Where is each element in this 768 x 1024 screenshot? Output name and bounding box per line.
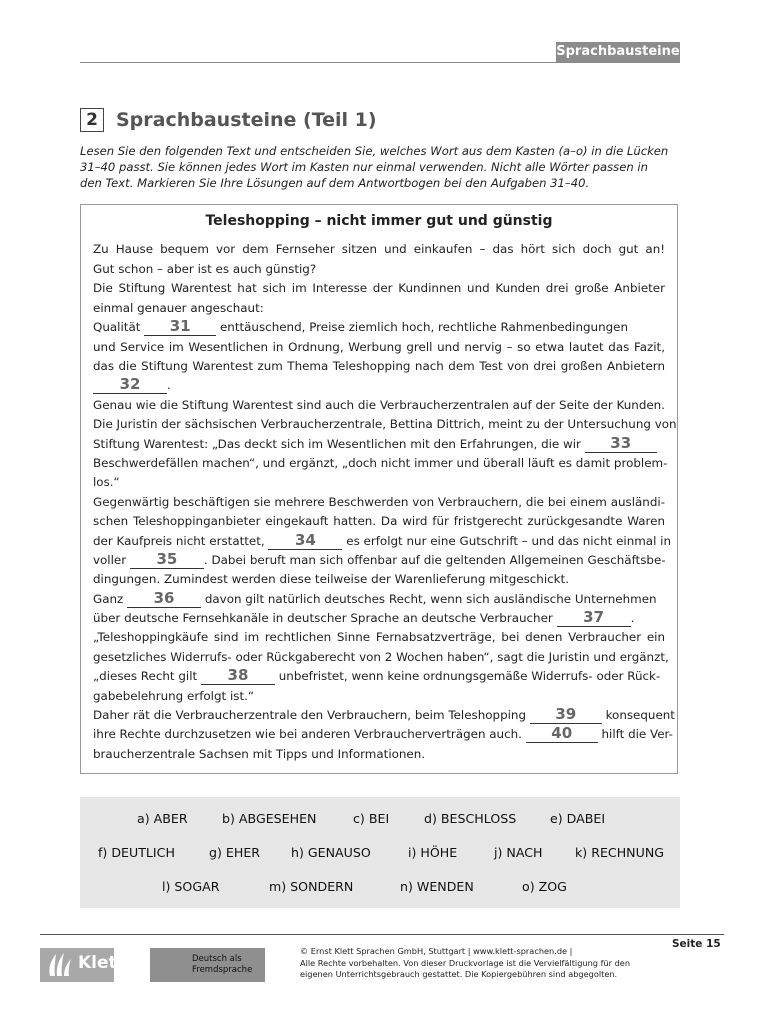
copyright-line: © Ernst Klett Sprachen GmbH, Stuttgart | www.klett-sprachen.de | [300, 946, 573, 956]
option-a[interactable]: a) ABER [137, 811, 188, 826]
text-line [93, 531, 672, 551]
gap-39[interactable] [530, 705, 602, 724]
gap-number: 33 [610, 434, 632, 452]
text-line [93, 667, 665, 686]
gap-number: 34 [295, 531, 316, 549]
instruction-line: 31–40 passt. Sie können jedes Wort im Kasten nur einmal verwenden. Nicht alle Wörter passen in [80, 160, 648, 174]
text-line [93, 724, 673, 744]
gap-number: 38 [227, 666, 249, 684]
logo-text: Klett [78, 953, 125, 973]
gap-32[interactable] [93, 375, 167, 394]
text-fragment: Stiftung Warentest: „Das deckt sich im Wesentlichen mit den Erfahrungen, die wir [93, 437, 585, 451]
klett-logo [40, 948, 125, 982]
text-line: einmal genauer angeschaut: [93, 301, 264, 315]
gap-36[interactable] [127, 589, 201, 608]
option-k[interactable]: k) RECHNUNG [575, 845, 664, 860]
option-e[interactable]: e) DABEI [550, 811, 606, 826]
text-line: und Service im Wesentlichen in Ordnung, Werbung grell und nervig – so etwa lautet das Fazit, [93, 340, 665, 354]
instruction-line: Lesen Sie den folgenden Text und entscheiden Sie, welches Wort aus dem Kasten (a–o) in die Lücken [80, 144, 669, 158]
gap-number: 32 [119, 375, 141, 393]
gap-number: 31 [169, 317, 191, 335]
text-line [93, 705, 675, 725]
text-fragment: der Kaufpreis nicht erstattet, [93, 534, 269, 548]
gap-40[interactable] [526, 724, 598, 743]
text-line: braucherzentrale Sachsen mit Tipps und Informationen. [93, 747, 426, 761]
gap-number: 39 [555, 705, 577, 723]
section-tag: Sprachbausteine [556, 42, 680, 62]
reading-text-box [80, 204, 678, 774]
text-fragment: voller [93, 553, 130, 567]
option-i[interactable]: i) HÖHE [408, 845, 458, 860]
option-n[interactable]: n) WENDEN [400, 879, 474, 894]
gap-35[interactable] [130, 550, 204, 569]
text-line: Beschwerdefällen machen“, und ergänzt, „doch nicht immer und überall läuft es damit problem- [93, 456, 668, 470]
option-l[interactable]: l) SOGAR [162, 879, 220, 894]
text-line: das die Stiftung Warentest zum Thema Teleshopping nach dem Test von drei großen Anbietern [93, 359, 665, 373]
text-fragment: unbefristet, wenn keine ordnungsgemäße Widerrufs- oder Rück- [274, 669, 661, 683]
text-fragment: . [630, 611, 635, 625]
text-line: gesetzliches Widerrufs- oder Rückgaberecht von 2 Wochen haben“, sagt die Juristin und ergänzt, [93, 650, 669, 664]
option-g[interactable]: g) EHER [209, 845, 261, 860]
text-line [93, 376, 665, 395]
page-number: Seite 15 [672, 938, 721, 950]
text-fragment: hilft die Ver- [597, 727, 673, 741]
header-divider [80, 62, 680, 63]
option-j[interactable]: j) NACH [494, 845, 543, 860]
text-fragment: über deutsche Fernsehkanäle in deutscher Sprache an deutsche Verbraucher [93, 611, 557, 625]
option-b[interactable]: b) ABGESEHEN [222, 811, 317, 826]
text-line: Genau wie die Stiftung Warentest sind auch die Verbraucherzentralen auf der Seite der Kunden. [93, 398, 665, 412]
gap-number: 40 [551, 724, 573, 742]
text-line [93, 435, 665, 454]
text-fragment: Ganz [93, 592, 128, 606]
text-fragment: davon gilt natürlich deutsches Recht, wenn sich ausländische Unternehmen [201, 592, 657, 606]
task-title: Sprachbausteine (Teil 1) [116, 109, 377, 131]
task-heading [80, 108, 377, 132]
text-fragment: „dieses Recht gilt [93, 669, 201, 683]
daf-badge [150, 948, 265, 982]
option-h[interactable]: h) GENAUSO [291, 845, 371, 860]
gap-number: 36 [153, 589, 175, 607]
gap-number: 35 [156, 550, 178, 568]
text-line: Die Stiftung Warentest hat sich im Interesse der Kundinnen und Kunden drei große Anbieter [93, 281, 665, 295]
text-line: „Teleshoppingkäufe sind im rechtlichen Sinne Fernabsatzverträge, bei denen Verbraucher ein [93, 630, 665, 644]
text-line [93, 551, 665, 570]
text-line: los.“ [93, 475, 120, 489]
text-fragment: Daher rät die Verbraucherzentrale den Verbrauchern, beim Teleshopping [93, 708, 530, 722]
option-f[interactable]: f) DEUTLICH [98, 845, 175, 860]
text-line: dingungen. Zumindest werden diese teilweise der Warenlieferung mitgeschickt. [93, 572, 570, 586]
text-line [93, 318, 665, 337]
daf-label [192, 954, 252, 976]
gap-31[interactable] [144, 317, 216, 336]
instruction-line: den Text. Markieren Sie Ihre Lösungen auf dem Antwortbogen bei den Aufgaben 31–40. [80, 176, 590, 190]
text-fragment: konsequent [601, 708, 675, 722]
option-d[interactable]: d) BESCHLOSS [424, 811, 517, 826]
text-line: Die Juristin der sächsischen Verbraucherzentrale, Bettina Dittrich, meint zu der Untersuchung von [93, 417, 677, 431]
text-fragment: . Dabei beruft man sich offenbar auf die geltenden Allgemeinen Geschäftsbe- [203, 553, 666, 567]
text-fragment: ihre Rechte durchzusetzen wie bei anderen Verbraucherverträgen auch. [93, 727, 526, 741]
task-instructions [80, 143, 680, 191]
gap-number: 37 [583, 608, 605, 626]
option-o[interactable]: o) ZOG [522, 879, 567, 894]
text-line [93, 609, 665, 628]
task-number: 2 [80, 108, 104, 132]
text-line: schen Teleshoppinganbieter eingekauft hatten. Da wird für fristgerecht zurückgesandte Waren [93, 514, 665, 528]
copyright-line: Alle Rechte vorbehalten. Von dieser Druckvorlage ist die Vervielfältigung für den [300, 957, 631, 968]
gap-33[interactable] [585, 434, 657, 453]
option-m[interactable]: m) SONDERN [269, 879, 354, 894]
text-fragment: enttäuschend, Preise ziemlich hoch, rechtliche Rahmenbedingungen [216, 320, 629, 334]
text-fragment: . [167, 378, 171, 392]
footer-divider [40, 934, 724, 935]
text-title: Teleshopping – nicht immer gut und günstig [205, 213, 553, 229]
text-fragment: Qualität [93, 320, 145, 334]
gap-38[interactable] [201, 666, 275, 685]
copyright-notice [300, 946, 630, 981]
gap-34[interactable] [268, 531, 342, 550]
text-line: Zu Hause bequem vor dem Fernseher sitzen und einkaufen – das hört sich doch gut an! [93, 242, 665, 256]
daf-line: Fremdsprache [192, 965, 253, 975]
klett-emblem-icon [42, 948, 76, 982]
text-line [93, 590, 665, 609]
daf-line: Deutsch als [192, 954, 242, 964]
text-line: gabebelehrung erfolgt ist.“ [93, 689, 255, 703]
text-line: Gut schon – aber ist es auch günstig? [93, 262, 317, 276]
gap-37[interactable] [557, 608, 631, 627]
text-line: Gegenwärtig beschäftigen sie mehrere Beschwerden von Verbrauchern, die bei einem ausländi- [93, 495, 665, 509]
word-options-box [80, 797, 680, 908]
option-c[interactable]: c) BEI [353, 811, 390, 826]
copyright-line: eigenen Unterrichtsgebrauch gestattet. Die Kopiergebühren sind abgegolten. [300, 969, 618, 979]
text-fragment: es erfolgt nur eine Gutschrift – und das nicht einmal in [342, 534, 672, 548]
